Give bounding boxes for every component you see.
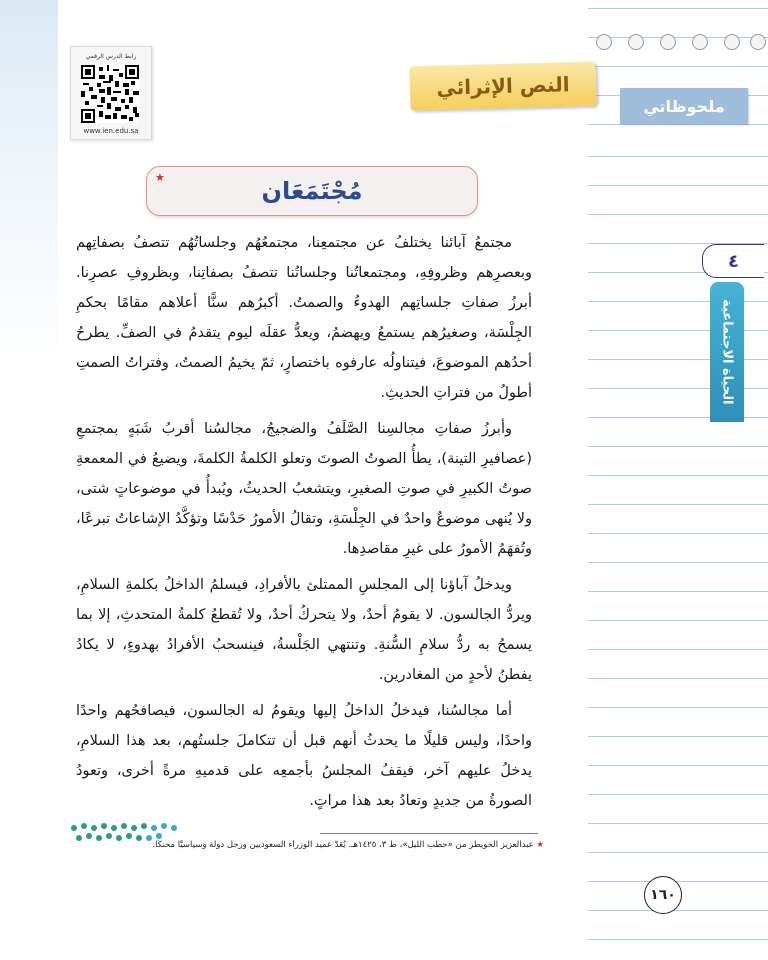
text-title: مُجْتَمَعَان [261, 177, 363, 205]
paragraph: وأبرزُ صفاتِ مجالسِنا الصَّلَفُ والضجيجُ، مجالسُنا أقربُ شَبَهٍ بمجتمعِ (عصافيرِ التينة)، يطأُ الصوتُ الصوتَ وتعلو الكلمةُ الكلمةَ، ويضيعُ في المعمعةِ صوتُ الكبيرِ في صوتِ الصغيرِ، ويتشعبُ الحديثُ، ويُبدأُ في موضوعاتٍ شتى، ولا يُنهى موضوعٌ واحدٌ في الجِلْسَةِ، وتقالُ الأمورُ حَدْسًا وتؤكَّدُ الإشاعاتُ تبرعًا، وتُفهَمُ الأمورُ على غيرِ مقاصدِها. [76, 421, 532, 557]
qr-block[interactable] [70, 46, 152, 140]
binder-hole [692, 34, 708, 50]
star-icon: ★ [533, 840, 544, 850]
unit-title: الحياة الاجتماعية [719, 299, 735, 405]
section-tab: النص الإثرائي [409, 62, 596, 111]
binder-hole [628, 34, 644, 50]
binder-hole [750, 34, 766, 50]
notes-panel [588, 0, 768, 960]
unit-title-strip [710, 282, 744, 422]
star-icon: ★ [155, 171, 165, 184]
body-text [76, 228, 532, 822]
footnote-rule [320, 833, 538, 834]
footnote-text: عبدالعزيز الخويطر من «حطب الليل»، ط ٣، ١٤٢٥هـ. يُعَدُّ عميد الوزراء السعوديين ورجل دولة وسياسيًّا محنكًا. [152, 840, 534, 850]
notes-tab: ملحوظاتي [620, 88, 748, 124]
paragraph: أما مجالسُنا، فيدخلُ الداخلُ إليها ويقومُ له الجالسون، فيصافحُهم واحدًا واحدًا، وليس قليلًا ما يحدثُ أنهم قبل أن تتكاملَ جلستُهم، بعد هذا السلامِ، يدخلُ عليهم آخر، فيقفُ المجلسُ بأجمعِه على قدميهِ مرةً أخرى، وتعودُ الصورةُ من جديدٍ وتعادُ بعد هذا مراتٍ. [76, 703, 532, 809]
qr-caption: رابط الدرس الرقمي [85, 53, 137, 60]
page-number: ١٦٠ [644, 876, 682, 914]
title-box [146, 166, 478, 216]
paragraph: ويدخلُ آباؤنا إلى المجلسِ الممتلئ بالأفرادِ، فيسلمُ الداخلُ بكلمةِ السلامِ، ويردُّ الجالسون. لا يقومُ أحدٌ، ولا يتحركُ أحدٌ، ولا تُقطعُ كلمةُ المتحدثِ، إلا بما يسمحُ به ردُّ سلامِ السُّنةِ. وتنتهي الجَلْسةُ، فينسحبُ الأفرادُ بهدوءٍ، لا يكادُ يفطنُ لأحدٍ من المغادرين. [76, 577, 532, 683]
footnote [100, 840, 544, 860]
binder-hole [660, 34, 676, 50]
unit-number: ٤ [702, 244, 764, 278]
qr-url[interactable]: www.ien.edu.sa [83, 127, 139, 135]
binder-hole [596, 34, 612, 50]
paragraph: مجتمعُ آبائنا يختلفُ عن مجتمعِنا، مجتمعُهُم وجلساتُهُم تتصفُ بصفاتِهم وبعصرِهم وظروفِهِ، ومجتمعاتُنا وجلساتُنا تتصفُ بصفاتِنا، وبظروفِ عصرِنا. أبرزُ صفاتِ جلساتِهم الهدوءُ والصمتُ. أكبرُهم سنًّا أعلاهم مقامًا بحكمِ الجِلْسَة، وصغيرُهم يستمعُ ويهضمُ، ويعدُّ عقلَه ليوم يتقدمُ في الصفِّ. يطرحُ أحدُهم الموضوعَ، فيتناولُه عارفوه باختصارٍ، ثمّ يخيمُ الصمتُ، وفتراتُ الصمتِ أطولُ من فتراتِ الحديثِ. [76, 235, 532, 401]
qr-code-icon [81, 65, 139, 123]
binder-hole [724, 34, 740, 50]
binder-holes [596, 34, 766, 54]
